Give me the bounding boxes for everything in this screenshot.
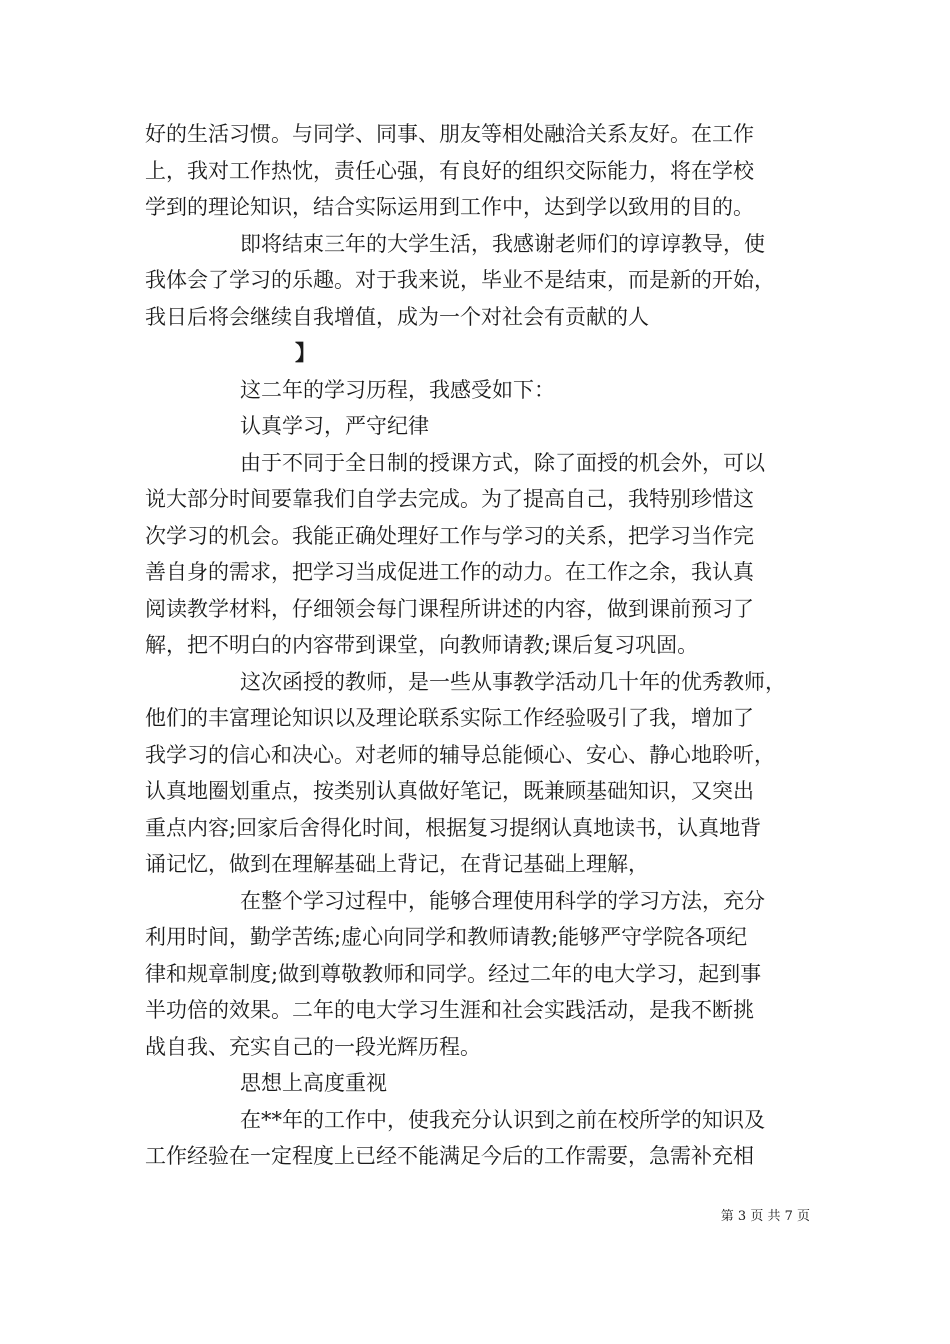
text-line: 工作经验在一定程度上已经不能满足今后的工作需要，急需补充相	[145, 1144, 754, 1168]
text-line: 重点内容;回家后舍得化时间，根据复习提纲认真地读书，认真地背	[145, 815, 762, 840]
text-line: 认真地圈划重点，按类别认真做好笔记，既兼顾基础知识，又突出	[145, 779, 754, 803]
text-line: 上，我对工作热忱，责任心强，有良好的组织交际能力，将在学校	[145, 158, 754, 183]
section-heading: 思想上高度重视	[240, 1071, 387, 1095]
text-line: 阅读教学材料，仔细领会每门课程所讲述的内容，做到课前预习了	[145, 596, 754, 621]
text-line: 在整个学习过程中，能够合理使用科学的学习方法，充分	[240, 888, 765, 913]
text-line: 这二年的学习历程，我感受如下：	[240, 377, 555, 402]
text-line: 我体会了学习的乐趣。对于我来说，毕业不是结束，而是新的开始，	[145, 268, 775, 292]
text-line: 半功倍的效果。二年的电大学习生涯和社会实践活动，是我不断挑	[145, 998, 754, 1022]
text-line: 战自我、充实自己的一段光辉历程。	[145, 1034, 481, 1059]
text-line: 我日后将会继续自我增值，成为一个对社会有贡献的人	[145, 304, 649, 329]
section-heading: 认真学习，严守纪律	[240, 414, 429, 438]
text-line: 诵记忆，做到在理解基础上背记，在背记基础上理解，	[145, 852, 649, 876]
text-line: 由于不同于全日制的授课方式，除了面授的机会外，可以	[240, 450, 765, 475]
text-line: 即将结束三年的大学生活，我感谢老师们的谆谆教导，使	[240, 231, 765, 256]
text-line: 次学习的机会。我能正确处理好工作与学习的关系，把学习当作完	[145, 523, 754, 548]
page-footer: 第 3 页 共 7 页	[720, 1209, 810, 1224]
text-line: 】	[295, 340, 316, 365]
text-line: 律和规章制度;做到尊敬教师和同学。经过二年的电大学习，起到事	[145, 961, 762, 986]
text-line: 我学习的信心和决心。对老师的辅导总能倾心、安心、静心地聆听，	[145, 742, 775, 767]
text-line: 好的生活习惯。与同学、同事、朋友等相处融洽关系友好。在工作	[145, 122, 754, 146]
text-line: 说大部分时间要靠我们自学去完成。为了提高自己，我特别珍惜这	[145, 487, 754, 511]
text-line: 利用时间，勤学苦练;虚心向同学和教师请教;能够严守学院各项纪	[145, 925, 748, 949]
text-line: 在**年的工作中，使我充分认识到之前在校所学的知识及	[240, 1107, 765, 1132]
body-text	[145, 116, 805, 1175]
text-line: 善自身的需求，把学习当成促进工作的动力。在工作之余，我认真	[145, 560, 754, 584]
text-line: 这次函授的教师，是一些从事教学活动几十年的优秀教师，	[240, 669, 786, 694]
text-line: 他们的丰富理论知识以及理论联系实际工作经验吸引了我，增加了	[145, 706, 754, 730]
text-line: 解，把不明白的内容带到课堂，向教师请教;课后复习巩固。	[145, 633, 699, 657]
text-line: 学到的理论知识，结合实际运用到工作中，达到学以致用的目的。	[145, 195, 754, 219]
